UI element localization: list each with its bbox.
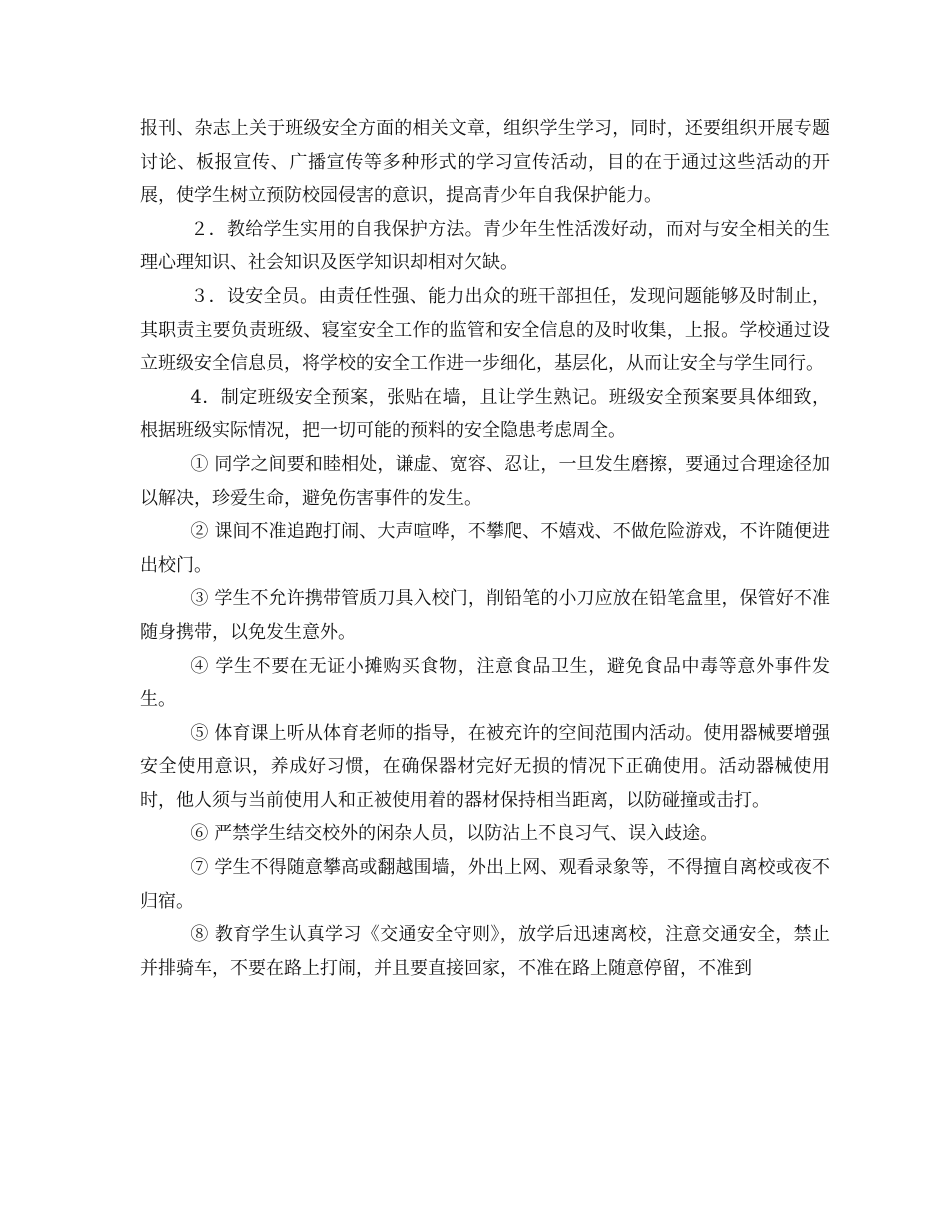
paragraph-rule-2: ② 课间不准追跑打闹、大声喧哗，不攀爬、不嬉戏、不做危险游戏，不许随便进出校门。 [140,521,830,576]
document-body [140,112,830,985]
paragraph-rule-1: ① 同学之间要和睦相处，谦虚、宽容、忍让，一旦发生磨擦，要通过合理途径加以解决，珍爱生命，避免伤害事件的发生。 [140,453,830,509]
paragraph-rule-8: ⑧ 教育学生认真学习《交通安全守则》，放学后迅速离校，注意交通安全，禁止并排骑车，不要在路上打闹，并且要直接回家，不准在路上随意停留，不准到 [140,924,830,979]
paragraph-rule-6: ⑥ 严禁学生结交校外的闲杂人员，以防沾上不良习气、误入歧途。 [190,823,719,845]
paragraph-item-2-self-protection: ２．教给学生实用的自我保护方法。青少年生性活泼好动，而对与安全相关的生理心理知识、社会知识及医学知识却相对欠缺。 [140,218,830,274]
paragraph-rule-3: ③ 学生不允许携带管质刀具入校门，削铅笔的小刀应放在铅笔盒里，保管好不准随身携带，以免发生意外。 [140,588,830,643]
paragraph-item-4-safety-plan: 4．制定班级安全预案，张贴在墙，且让学生熟记。班级安全预案要具体细致，根据班级实际情况，把一切可能的预料的安全隐患考虑周全。 [140,386,830,442]
paragraph-item-3-safety-officer: ３．设安全员。由责任性强、能力出众的班干部担任，发现问题能够及时制止，其职责主要负责班级、寝室安全工作的监管和安全信息的及时收集，上报。学校通过设立班级安全信息员，将学校的安全工作进一步细化，基层化，从而让安全与学生同行。 [140,285,830,375]
paragraph-rule-5: ⑤ 体育课上听从体育老师的指导，在被充许的空间范围内活动。使用器械要增强安全使用意识，养成好习惯，在确保器材完好无损的情况下正确使用。活动器械使用时，他人须与当前使用人和正被使用着的器材保持相当距离，以防碰撞或击打。 [140,722,830,811]
paragraph-safety-articles: 报刊、杂志上关于班级安全方面的相关文章，组织学生学习，同时，还要组织开展专题讨论、板报宣传、广播宣传等多种形式的学习宣传活动，目的在于通过这些活动的开展，使学生树立预防校园侵害的意识，提高青少年自我保护能力。 [140,118,830,207]
paragraph-rule-4: ④ 学生不要在无证小摊购买食物，注意食品卫生，避免食品中毒等意外事件发生。 [140,655,830,711]
paragraph-rule-7: ⑦ 学生不得随意攀高或翻越围墙，外出上网、观看录象等，不得擅自离校或夜不归宿。 [140,857,830,912]
